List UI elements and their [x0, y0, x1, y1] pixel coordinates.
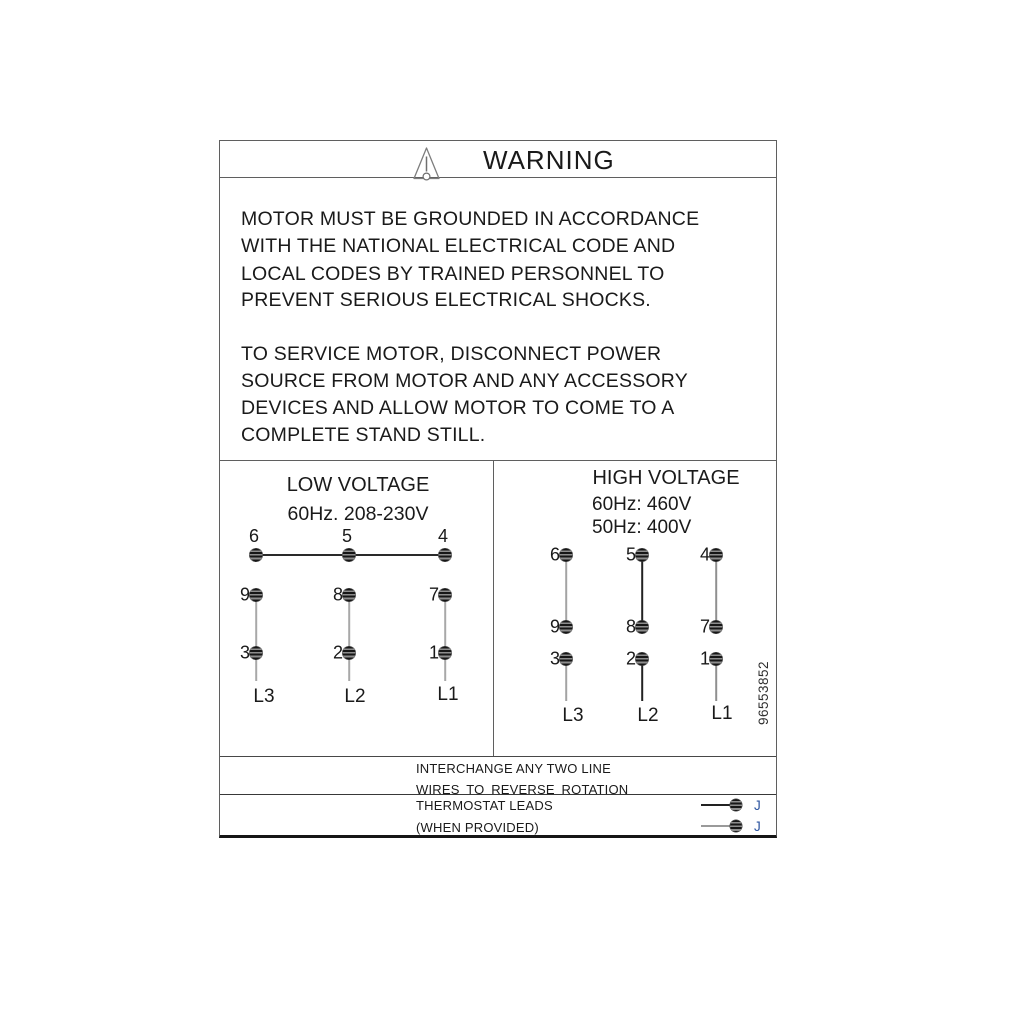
- terminal-dot-5: [636, 549, 649, 562]
- header-bar: [220, 141, 776, 178]
- terminal-dot-6: [560, 549, 573, 562]
- line-label-l3: L3: [253, 686, 275, 707]
- terminal-dot-1: [439, 647, 452, 660]
- line-label-l1: L1: [711, 703, 733, 724]
- terminal-dot-3: [560, 653, 573, 666]
- line-label-l1: L1: [437, 684, 459, 705]
- terminal-dot-9: [250, 589, 263, 602]
- terminal-number: 2: [332, 642, 343, 663]
- connector-line-5-8: [641, 555, 643, 627]
- rotation-note-row: [220, 756, 776, 797]
- terminal-dot-2: [343, 647, 356, 660]
- warning-text-line: PREVENT SERIOUS ELECTRICAL SHOCKS.: [241, 289, 651, 311]
- terminal-dot-7: [439, 589, 452, 602]
- high-voltage-title: HIGH VOLTAGE: [592, 467, 740, 489]
- terminal-number: 5: [341, 526, 353, 546]
- warning-text-line: TO SERVICE MOTOR, DISCONNECT POWER: [241, 343, 662, 365]
- terminal-number: 4: [699, 544, 710, 565]
- line-label-l3: L3: [562, 705, 584, 726]
- warning-text-line: DEVICES AND ALLOW MOTOR TO COME TO A: [241, 397, 675, 419]
- part-number: 96553852: [756, 660, 771, 726]
- low-voltage-title: LOW VOLTAGE: [286, 474, 430, 496]
- terminal-number: 6: [248, 526, 260, 546]
- thermostat-lead-line-1: [701, 804, 731, 806]
- terminal-dot-2: [636, 653, 649, 666]
- terminal-dot-8: [636, 621, 649, 634]
- terminal-number: 2: [625, 648, 636, 669]
- connector-line-l2: [348, 595, 350, 681]
- terminal-number: 8: [625, 616, 636, 637]
- line-label-l2: L2: [344, 686, 366, 707]
- high-voltage-subtitle-50hz: 50Hz: 400V: [592, 517, 692, 538]
- warning-text-block: [220, 178, 776, 461]
- terminal-number: 3: [549, 648, 560, 669]
- thermostat-lead-dot-2: [730, 820, 742, 832]
- terminal-dot-4: [439, 549, 452, 562]
- terminal-number: 4: [437, 526, 449, 546]
- warning-text-line: SOURCE FROM MOTOR AND ANY ACCESSORY: [241, 370, 688, 392]
- thermostat-note-line1: THERMOSTAT LEADS: [416, 798, 553, 813]
- low-voltage-subtitle: 60Hz. 208-230V: [287, 503, 429, 525]
- terminal-number: 1: [428, 642, 439, 663]
- warning-triangle-icon: [412, 146, 441, 182]
- terminal-dot-9: [560, 621, 573, 634]
- rotation-note-line2: WIRES TO REVERSE ROTATION: [416, 782, 629, 797]
- thermostat-lead-dot-1: [730, 799, 742, 811]
- high-voltage-subtitle-60hz: 60Hz: 460V: [592, 494, 692, 515]
- terminal-dot-3: [250, 647, 263, 660]
- terminal-dot-8: [343, 589, 356, 602]
- connector-line-l1: [444, 595, 446, 681]
- warning-label: [219, 140, 777, 838]
- terminal-number: 6: [549, 544, 560, 565]
- terminal-number: 9: [549, 616, 560, 637]
- terminal-number: 1: [699, 648, 710, 669]
- terminal-dot-6: [250, 549, 263, 562]
- thermostat-note-line2: (WHEN PROVIDED): [416, 820, 539, 835]
- panel-divider: [493, 461, 494, 756]
- connector-line-l3: [255, 595, 257, 681]
- terminal-number: 7: [428, 584, 439, 605]
- rotation-note-line1: INTERCHANGE ANY TWO LINE: [416, 761, 612, 776]
- warning-text-line: WITH THE NATIONAL ELECTRICAL CODE AND: [241, 235, 676, 257]
- warning-title: WARNING: [483, 145, 615, 175]
- terminal-dot-4: [710, 549, 723, 562]
- warning-text-line: LOCAL CODES BY TRAINED PERSONNEL TO: [241, 263, 665, 285]
- thermostat-lead-label-2: J: [754, 819, 761, 834]
- thermostat-lead-line-2: [701, 825, 731, 827]
- terminal-number: 7: [699, 616, 710, 637]
- terminal-dot-5: [343, 549, 356, 562]
- connector-line-6-9: [565, 555, 567, 627]
- terminal-dot-7: [710, 621, 723, 634]
- warning-text-line: COMPLETE STAND STILL.: [241, 424, 486, 446]
- line-label-l2: L2: [637, 705, 659, 726]
- terminal-number: 5: [625, 544, 636, 565]
- connector-line-4-7: [715, 555, 717, 627]
- warning-text-line: MOTOR MUST BE GROUNDED IN ACCORDANCE: [241, 208, 700, 230]
- thermostat-lead-label-1: J: [754, 798, 761, 813]
- terminal-number: 9: [239, 584, 250, 605]
- terminal-dot-1: [710, 653, 723, 666]
- thermostat-note-row: [220, 794, 776, 836]
- terminal-number: 8: [332, 584, 343, 605]
- terminal-number: 3: [239, 642, 250, 663]
